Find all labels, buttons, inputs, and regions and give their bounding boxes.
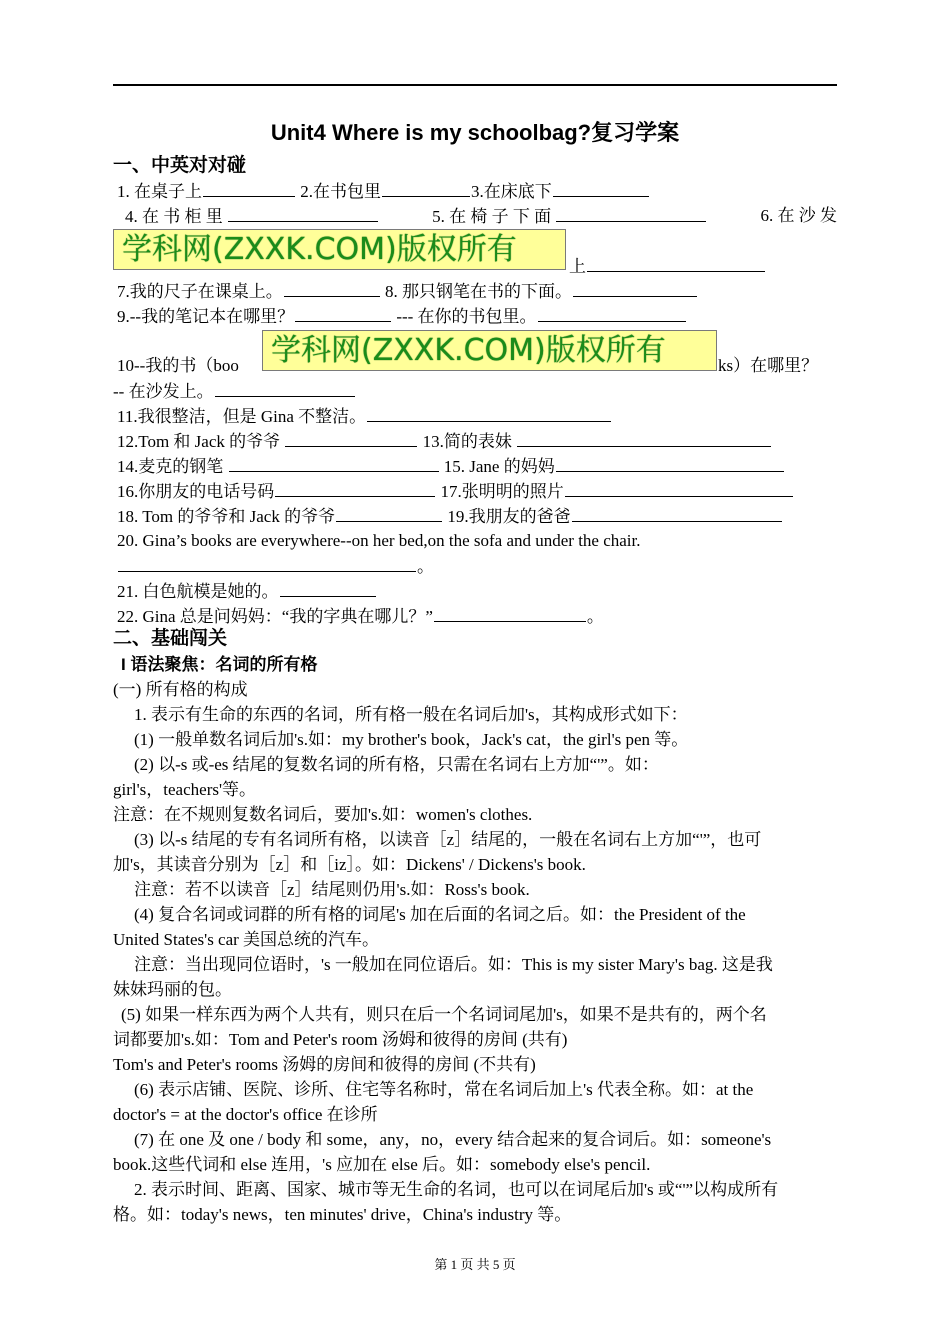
answer-blank[interactable] (275, 480, 435, 497)
section2-heading: 二、基础闯关 (113, 628, 228, 649)
exercise-line-5: 9.--我的笔记本在哪里？ --- 在你的书包里。 (117, 305, 687, 328)
body-line: 妹妹玛丽的包。 (113, 980, 232, 999)
body-line: doctor's = at the doctor's office 在诊所 (113, 1105, 378, 1124)
body-line: 1. 表示有生命的东西的名词，所有格一般在名词后加's，其构成形式如下： (134, 705, 688, 724)
exercise-line-10: 14.麦克的钢笔 15. Jane 的妈妈 (117, 455, 785, 478)
body-line: 词都要加's.如：Tom and Peter's room 汤姆和彼得的房间 (共有) (113, 1030, 568, 1049)
grammar-focus-heading: I 语法聚焦：名词的所有格 (121, 655, 318, 674)
answer-blank[interactable] (556, 455, 784, 472)
body-line: (一) 所有格的构成 (113, 680, 248, 699)
exercise-line-8: 11.我很整洁，但是 Gina 不整洁。 (117, 405, 612, 428)
answer-blank[interactable] (285, 430, 417, 447)
body-line: 注意：当出现同位语时，'s 一般加在同位语后。如：This is my sister Mary's bag. 这是我 (134, 955, 773, 974)
answer-blank[interactable] (556, 205, 706, 222)
header-rule (113, 84, 837, 86)
copyright-watermark: 学科网(ZXXK.COM)版权所有 (113, 229, 566, 270)
answer-blank[interactable] (229, 455, 439, 472)
body-line: girl's，teachers'等。 (113, 780, 257, 799)
answer-blank[interactable] (367, 405, 611, 422)
exercise-line-1: 1. 在桌子上 2.在书包里 3.在床底下 (117, 180, 650, 203)
answer-blank[interactable] (336, 505, 442, 522)
body-line: (7) 在 one 及 one / body 和 some，any，no，every 结合起来的复合词后。如：someone's (134, 1130, 772, 1149)
exercise-line-4: 7.我的尺子在课桌上。 8. 那只钢笔在书的下面。 (117, 280, 698, 303)
exercise-line-7: -- 在沙发上。 (113, 380, 356, 403)
answer-blank[interactable] (295, 305, 391, 322)
body-line: (3) 以-s 结尾的专有名词所有格，以读音［z］结尾的，一般在名词右上方加“'”，也可 (134, 830, 762, 849)
exercise-line-6a: 10--我的书（boo (117, 356, 239, 375)
exercise-line-3: 上 (569, 255, 766, 278)
answer-blank[interactable] (118, 555, 416, 572)
answer-blank[interactable] (382, 180, 470, 197)
exercise-line-2: 4. 在 书 柜 里 5. 在 椅 子 下 面 6. 在 沙 发 (125, 206, 837, 226)
exercise-line-11: 16.你朋友的电话号码 17.张明明的照片 (117, 480, 794, 503)
body-line: (4) 复合名词或词群的所有格的词尾's 加在后面的名词之后。如：the President of the (134, 905, 746, 924)
body-line: 注意：若不以读音［z］结尾则仍用's.如：Ross's book. (134, 880, 530, 899)
answer-blank[interactable] (573, 280, 697, 297)
answer-blank[interactable] (517, 430, 771, 447)
page-title: Unit4 Where is my schoolbag?复习学案 (270, 120, 680, 145)
answer-blank[interactable] (203, 180, 295, 197)
body-line: 2. 表示时间、距离、国家、城市等无生命的名词，也可以在词尾后加's 或“'”以构成所有 (134, 1180, 779, 1199)
body-line: book.这些代词和 else 连用，'s 应加在 else 后。如：somebody else's pencil. (113, 1155, 651, 1174)
body-line: United States's car 美国总统的汽车。 (113, 930, 380, 949)
answer-blank[interactable] (228, 205, 378, 222)
body-line: 加's，其读音分别为［z］和［iz］。如：Dickens' / Dickens's book. (113, 855, 586, 874)
body-line: (6) 表示店铺、医院、诊所、住宅等名称时，常在名词后加上's 代表全称。如：at the (134, 1080, 754, 1099)
copyright-watermark: 学科网(ZXXK.COM)版权所有 (262, 330, 717, 371)
answer-blank[interactable] (284, 280, 380, 297)
answer-blank[interactable] (553, 180, 649, 197)
exercise-line-15: 21. 白色航模是她的。 (117, 580, 377, 603)
body-line: 注意：在不规则复数名词后，要加's.如：women's clothes. (113, 805, 533, 824)
answer-blank[interactable] (538, 305, 686, 322)
answer-blank[interactable] (215, 380, 355, 397)
exercise-line-16: 22. Gina 总是问妈妈：“我的字典在哪儿？” 。 (117, 607, 604, 626)
body-line: (5) 如果一样东西为两个人共有，则只在后一个名词词尾加's，如果不是共有的，两个名 (121, 1005, 767, 1024)
body-line: (2) 以-s 或-es 结尾的复数名词的所有格，只需在名词右上方加“'”。如： (134, 755, 659, 774)
exercise-line-6b: ks）在哪里？ (718, 356, 819, 375)
exercise-line-13: 20. Gina’s books are everywhere--on her bed,on the sofa and under the chair. (117, 531, 641, 550)
answer-blank[interactable] (572, 505, 782, 522)
answer-blank[interactable] (280, 580, 376, 597)
answer-blank[interactable] (434, 605, 586, 622)
exercise-line-14: 。 (117, 555, 434, 578)
answer-blank[interactable] (587, 255, 765, 272)
section1-heading: 一、中英对对碰 (113, 155, 247, 176)
page-footer: 第 1 页 共 5 页 (434, 1257, 516, 1272)
exercise-line-9: 12.Tom 和 Jack 的爷爷 13.简的表妹 (117, 430, 772, 453)
answer-blank[interactable] (565, 480, 793, 497)
body-line: Tom's and Peter's rooms 汤姆的房间和彼得的房间 (不共有) (113, 1055, 536, 1074)
body-line: 格。如：today's news，ten minutes' drive，China's industry 等。 (113, 1205, 572, 1224)
body-line: (1) 一般单数名词后加's.如：my brother's book，Jack's cat，the girl's pen 等。 (134, 730, 689, 749)
exercise-line-12: 18. Tom 的爷爷和 Jack 的爷爷 19.我朋友的爸爸 (117, 505, 783, 528)
